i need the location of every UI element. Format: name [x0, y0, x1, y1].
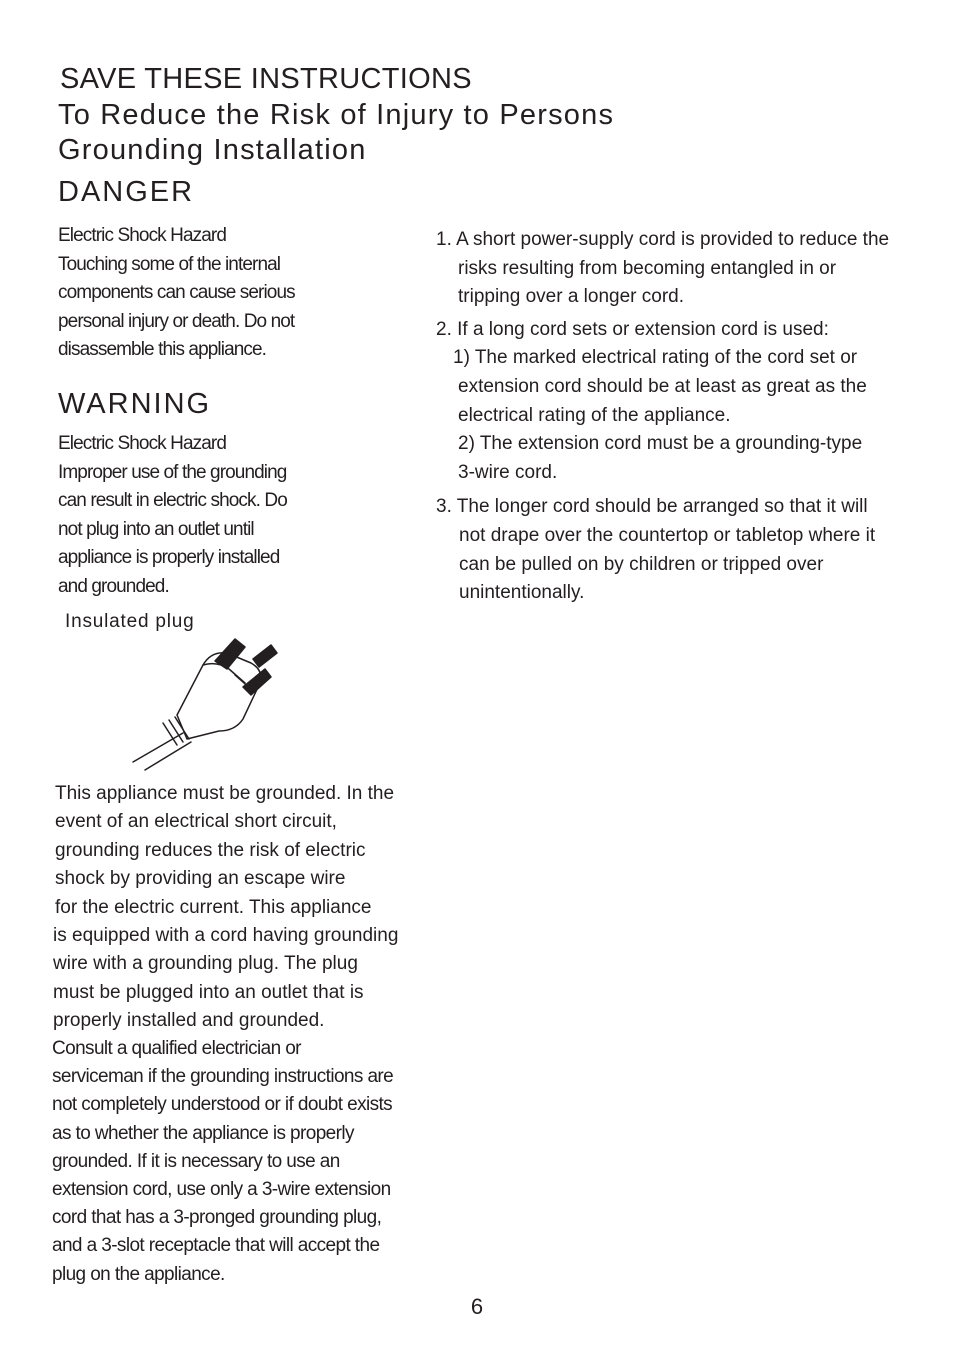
instruction-line: risks resulting from becoming entangled in or — [458, 257, 837, 279]
paragraph-line: is equipped with a cord having grounding — [53, 925, 399, 947]
instruction-line: tripping over a longer cord. — [458, 286, 685, 308]
warning-line: not plug into an outlet until — [58, 518, 254, 540]
heading-save-instructions: SAVE THESE INSTRUCTIONS — [60, 63, 472, 95]
danger-line: Electric Shock Hazard — [58, 225, 227, 246]
warning-line: can result in electric shock. Do — [58, 490, 287, 512]
heading-grounding-installation: Grounding Installation — [58, 134, 367, 166]
instruction-line: 2) The extension cord must be a grounding-type — [458, 433, 863, 455]
consult-paragraph — [52, 1035, 393, 1289]
instruction-line: unintentionally. — [459, 582, 585, 604]
instruction-line: not drape over the countertop or tabletop where it — [459, 524, 876, 546]
warning-text — [58, 430, 287, 602]
paragraph-line: grounding reduces the risk of electric — [55, 839, 366, 861]
grounding-paragraph — [55, 780, 398, 1036]
warning-line: and grounded. — [58, 575, 169, 597]
instruction-item-1 — [436, 226, 889, 312]
paragraph-line: grounded. If it is necessary to use an — [52, 1150, 340, 1172]
danger-line: personal injury or death. Do not — [58, 310, 295, 332]
paragraph-line: event of an electrical short circuit, — [55, 811, 337, 833]
danger-text — [58, 222, 295, 365]
danger-line: components can cause serious — [58, 282, 295, 304]
instruction-line: 1. A short power-supply cord is provided to reduce the — [436, 229, 890, 250]
danger-line: disassemble this appliance. — [58, 339, 267, 361]
paragraph-line: serviceman if the grounding instructions are — [52, 1066, 394, 1088]
paragraph-line: wire with a grounding plug. The plug — [53, 953, 358, 975]
paragraph-line: shock by providing an escape wire — [55, 868, 346, 890]
instruction-line: 3. The longer cord should be arranged so that it will — [436, 496, 868, 518]
danger-line: Touching some of the internal — [58, 253, 281, 275]
instruction-line: extension cord should be at least as great as the — [458, 375, 867, 397]
warning-line: appliance is properly installed — [58, 547, 280, 569]
paragraph-line: extension cord, use only a 3-wire extension — [52, 1179, 391, 1201]
paragraph-line: cord that has a 3-pronged grounding plug, — [52, 1207, 382, 1229]
instruction-item-2 — [436, 316, 889, 488]
instruction-line: 1) The marked electrical rating of the cord set or — [453, 347, 858, 369]
instruction-line: electrical rating of the appliance. — [458, 404, 731, 426]
heading-warning: WARNING — [58, 388, 212, 420]
warning-line: Improper use of the grounding — [58, 461, 287, 483]
cord-instructions — [436, 226, 889, 608]
paragraph-line: This appliance must be grounded. In the — [55, 783, 395, 804]
heading-reduce-risk: To Reduce the Risk of Injury to Persons — [58, 99, 615, 131]
paragraph-line: properly installed and grounded. — [53, 1010, 325, 1032]
paragraph-line: plug on the appliance. — [52, 1263, 225, 1285]
heading-danger: DANGER — [58, 176, 195, 208]
instruction-line: can be pulled on by children or tripped over — [459, 553, 824, 575]
paragraph-line: Consult a qualified electrician or — [52, 1038, 301, 1059]
instruction-line: 3-wire cord. — [458, 461, 558, 483]
insulated-plug-icon — [125, 635, 295, 775]
instruction-item-3 — [436, 493, 889, 607]
paragraph-line: as to whether the appliance is properly — [52, 1122, 354, 1144]
paragraph-line: must be plugged into an outlet that is — [53, 981, 364, 1003]
warning-line: Electric Shock Hazard — [58, 433, 227, 454]
page-number: 6 — [470, 1294, 484, 1319]
instruction-line: 2. If a long cord sets or extension cord is used: — [436, 318, 829, 340]
figure-caption: Insulated plug — [65, 611, 195, 632]
paragraph-line: not completely understood or if doubt exists — [52, 1094, 393, 1116]
paragraph-line: and a 3-slot receptacle that will accept the — [52, 1235, 380, 1257]
paragraph-line: for the electric current. This appliance — [55, 896, 372, 918]
